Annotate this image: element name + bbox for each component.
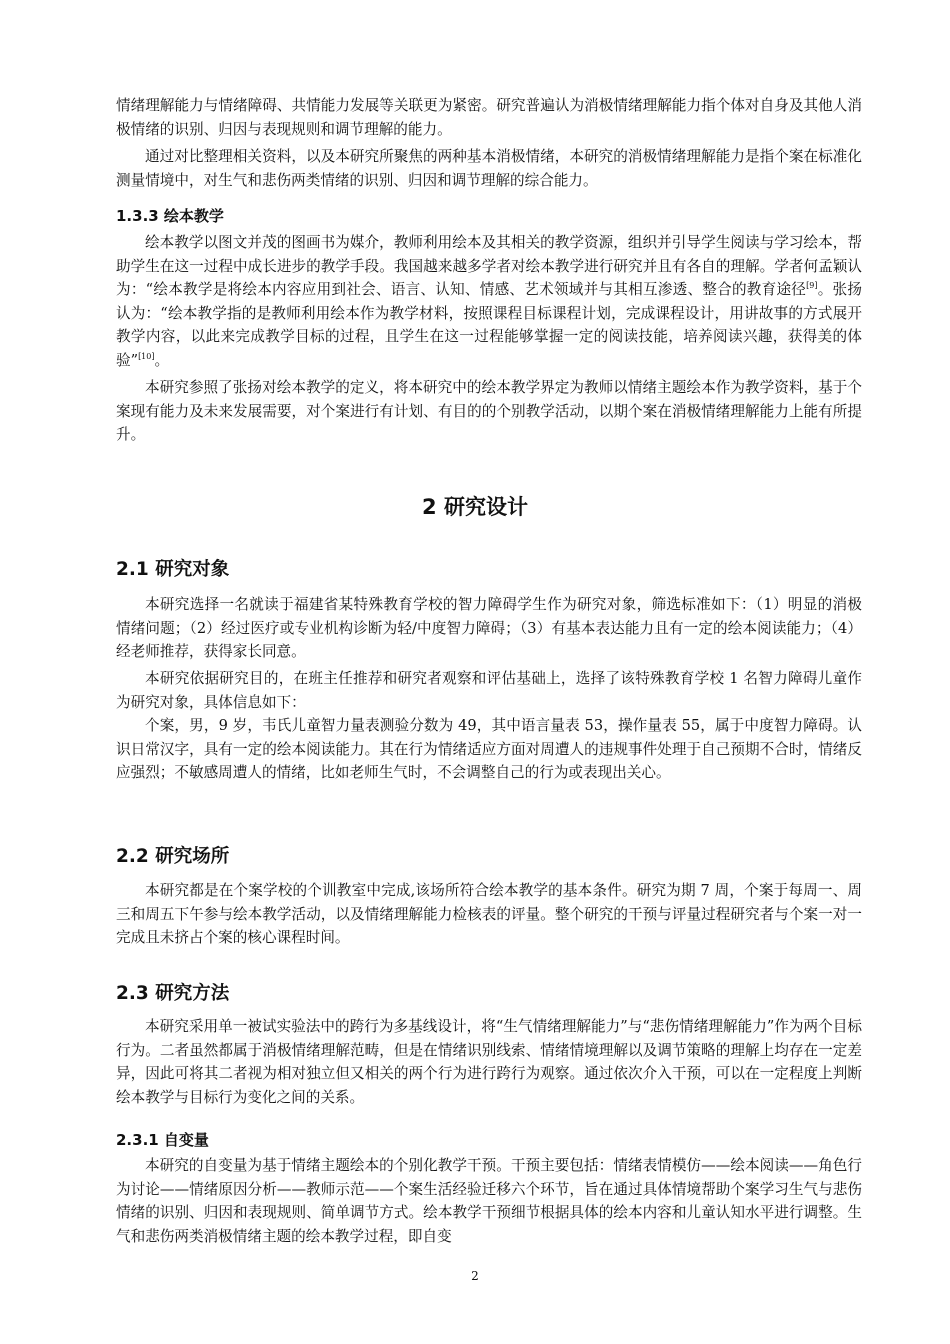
section-2-3-heading: 2.3 研究方法 (116, 983, 230, 1004)
paragraph-intro-continued: 情绪理解能力与情绪障碍、共情能力发展等关联更为紧密。研究普遍认为消极情绪理解能力指个体对自身及其他人消极情绪的识别、归因与表现规则和调节理解的能力。 (116, 97, 862, 138)
paragraph-subject-profile: 个案，男，9 岁，韦氏儿童智力量表测验分数为 49，其中语言量表 53，操作量表 55，属于中度智力障碍。认识日常汉字，具有一定的绘本阅读能力。其在行为情绪适应方面对周遭人的违规事件处理于自己预期不合时，情绪反应强烈；不敏感周遭人的情绪，比如老师生气时，不会调整自己的行为或表现出关心。 (116, 717, 862, 782)
page-number: 2 (471, 1269, 479, 1283)
text-segment: 。 (154, 351, 170, 369)
paragraph-definition-adopted: 本研究参照了张扬对绘本教学的定义，将本研究中的绘本教学界定为教师以情绪主题绘本作为教学资料，基于个案现有能力及未来发展需要，对个案进行有计划、有目的的个别教学活动，以期个案在消极情绪理解能力上能有所提升。 (116, 379, 862, 444)
paragraph-intro-definition: 通过对比整理相关资料，以及本研究所聚焦的两种基本消极情绪，本研究的消极情绪理解能力是指个案在标准化测量情境中，对生气和悲伤两类情绪的识别、归因和调节理解的综合能力。 (116, 148, 862, 189)
paragraph-research-method: 本研究采用单一被试实验法中的跨行为多基线设计，将“生气情绪理解能力”与“悲伤情绪理解能力”作为两个目标行为。二者虽然都属于消极情绪理解范畴，但是在情绪识别线索、情绪情境理解以及调节策略的理解上均存在一定差异，因此可将其二者视为相对独立但又相关的两个行为进行跨行为观察。通过依次介入干预，可以在一定程度上判断绘本教学与目标行为变化之间的关系。 (116, 1018, 862, 1106)
text-segment: 。张扬认为：“绘本教学指的是教师利用绘本作为教学材料，按照课程目标课程计划，完成课程设计，用讲故事的方式展开教学内容，以此来完成教学目标的过程，且学生在这一过程能够掌握一定的阅读技能，培养阅读兴趣，获得美的体验” (116, 281, 862, 369)
section-2-1-heading: 2.1 研究对象 (116, 559, 230, 580)
paragraph-independent-variable: 本研究的自变量为基于情绪主题绘本的个别化教学干预。干预主要包括：情绪表情模仿——绘本阅读——角色行为讨论——情绪原因分析——教师示范——个案生活经验迁移六个环节，旨在通过具体情境帮助个案学习生气与悲伤情绪的识别、归因和表现规则、简单调节方式。绘本教学干预细节根据具体的绘本内容和儿童认知水平进行调整。生气和悲伤两类消极情绪主题的绘本教学过程，即自变 (116, 1157, 862, 1245)
paragraph-research-site: 本研究都是在个案学校的个训教室中完成,该场所符合绘本教学的基本条件。研究为期 7 周，个案于每周一、周三和周五下午参与绘本教学活动，以及情绪理解能力检核表的评量。整个研究的干预与评量过程研究者与个案一对一完成且未挤占个案的核心课程时间。 (116, 882, 862, 947)
chapter-2-heading: 2 研究设计 (422, 495, 528, 519)
paragraph-picture-book-teaching (116, 231, 862, 373)
section-2-3-1-heading: 2.3.1 自变量 (116, 1131, 209, 1149)
paragraph-subject-criteria: 本研究选择一名就读于福建省某特殊教育学校的智力障碍学生作为研究对象，筛选标准如下：（1）明显的消极情绪问题；（2）经过医疗或专业机构诊断为轻/中度智力障碍；（3）有基本表达能力且有一定的绘本阅读能力；（4）经老师推荐，获得家长同意。 (116, 596, 862, 661)
citation-9: [9] (806, 281, 818, 291)
section-2-2-heading: 2.2 研究场所 (116, 846, 230, 867)
citation-10: [10] (138, 351, 155, 361)
text-segment: 绘本教学以图文并茂的图画书为媒介，教师利用绘本及其相关的教学资源，组织并引导学生阅读与学习绘本，帮助学生在这一过程中成长进步的教学手段。我国越来越多学者对绘本教学进行研究并且有各自的理解。学者何孟颖认为：“绘本教学是将绘本内容应用到社会、语言、认知、情感、艺术领域并与其相互渗透、整合的教育途径 (116, 234, 862, 299)
section-1-3-3-heading: 1.3.3 绘本教学 (116, 207, 224, 225)
paragraph-subject-selection: 本研究依据研究目的，在班主任推荐和研究者观察和评估基础上，选择了该特殊教育学校 1 名智力障碍儿童作为研究对象，具体信息如下： (116, 670, 862, 711)
